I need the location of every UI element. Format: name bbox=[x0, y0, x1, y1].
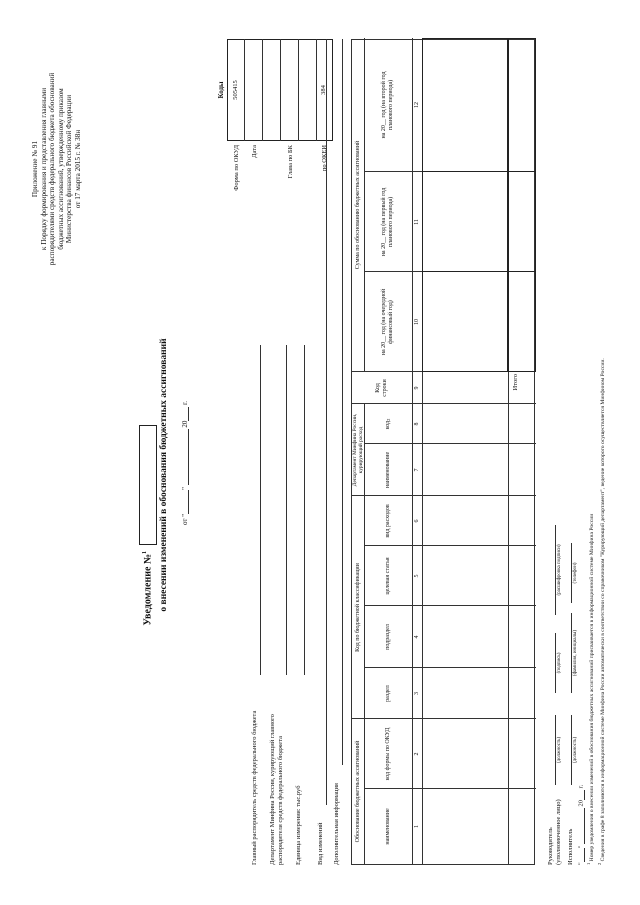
code-row-okud: Форма по ОКУД 505415 bbox=[227, 39, 245, 265]
notice-number-field[interactable] bbox=[139, 425, 157, 545]
code-value[interactable] bbox=[281, 39, 299, 141]
th-summa: Сумма по обоснованию бюджетных ассигнований bbox=[354, 140, 361, 270]
col-num: 2 bbox=[413, 752, 420, 756]
col-num: 8 bbox=[413, 422, 420, 426]
code-value[interactable] bbox=[245, 39, 263, 141]
col-num: 6 bbox=[413, 519, 420, 523]
th-kod-stroki: Код строки bbox=[375, 379, 388, 397]
year-field[interactable] bbox=[181, 407, 189, 421]
col-num: 10 bbox=[413, 319, 420, 325]
approval-block bbox=[31, 39, 83, 299]
codes-header: Коды bbox=[217, 81, 225, 99]
footnotes bbox=[585, 39, 607, 865]
th-year-2: на 20__ год (на первый год планового периода) bbox=[381, 187, 394, 257]
code-row-blank bbox=[263, 39, 281, 265]
caption-position: (должность) bbox=[557, 736, 562, 764]
total-row[interactable] bbox=[508, 38, 536, 372]
th-obosnovanie: Обоснование бюджетных ассигнований bbox=[354, 740, 361, 843]
footnote-1: $^1$ Номер уведомления о внесении изменений в обоснования бюджетных ассигнований присваивается в информационной системе Минфина России bbox=[586, 513, 595, 865]
meta-change-type: Вид изменений bbox=[317, 39, 327, 865]
notice-title: Уведомление №$^1$ bbox=[142, 551, 154, 626]
th-year-1: на 20__ год (на очередной финансовый год) bbox=[381, 288, 394, 356]
month-field[interactable] bbox=[181, 429, 189, 485]
meta-dept: Департамент Минфина России, курирующий главного распорядителя средств федерального бюджета bbox=[269, 345, 287, 865]
meta-gprbs: Главный распорядитель средств федерального бюджета bbox=[251, 345, 261, 865]
code-value[interactable]: 505415 bbox=[227, 39, 245, 141]
approval-line: к Порядку формирования и представления главными bbox=[39, 87, 48, 251]
total-label: Итого bbox=[511, 374, 519, 391]
exec-phone-line[interactable] bbox=[571, 543, 572, 603]
notice-number-box bbox=[139, 425, 157, 626]
code-value[interactable]: 384 bbox=[320, 85, 327, 95]
signature-date: "" 20 г. bbox=[577, 784, 585, 865]
approval-line: от 17 марта 2015 г. № 38н bbox=[73, 129, 82, 209]
executor-label: Исполнитель bbox=[567, 828, 574, 865]
notice-date-row: от "" 20 г. bbox=[181, 400, 189, 525]
data-row-sums[interactable] bbox=[422, 38, 508, 372]
th-okud: код формы по ОКУД bbox=[384, 727, 391, 781]
caption-signature: (подпись) bbox=[557, 652, 562, 674]
rotated-form-sheet bbox=[19, 19, 621, 885]
head-position-line[interactable] bbox=[555, 715, 556, 785]
caption-position: (должность) bbox=[573, 736, 578, 764]
caption-decode: (расшифровка подписи) bbox=[557, 544, 562, 596]
col-num: 5 bbox=[413, 574, 420, 578]
footnote-2: $^2$ Сведения в графе 8 заполняются в информационной системе Минфина России автоматически в соответствии со справочником "Курирующий департамент", ведение которого осуществляется Минфином России. bbox=[596, 358, 606, 865]
day-field[interactable] bbox=[181, 490, 189, 514]
col-num: 7 bbox=[413, 468, 420, 472]
col-num: 9 bbox=[413, 386, 420, 390]
meta-unit: Единица измерения: тыс.руб bbox=[295, 345, 305, 865]
meta-extra-info: Дополнительная информация bbox=[333, 39, 343, 865]
code-row-bk: Глава по БК bbox=[281, 39, 299, 265]
approval-line: бюджетных ассигнований, утвержденному приказом bbox=[56, 88, 65, 250]
th-departament: Департамент Минфина России, курирующий расход bbox=[352, 413, 364, 487]
approval-line: Министерства финансов Российской Федерации bbox=[65, 94, 74, 244]
col-num: 1 bbox=[413, 825, 420, 828]
data-row[interactable] bbox=[422, 404, 508, 864]
th-podrazdel: подраздел bbox=[384, 624, 391, 650]
th-naimenovanie: наименование bbox=[384, 808, 391, 845]
notice-subtitle: о внесении изменений в обоснования бюджетных ассигнований bbox=[159, 338, 169, 612]
head-label: Руководитель (уполномоченное лицо) bbox=[547, 799, 562, 865]
th-razdel: раздел bbox=[384, 685, 391, 702]
caption-fio: (фамилия, инициалы) bbox=[573, 629, 578, 677]
approval-line: распорядителями средств федерального бюджета обоснований bbox=[48, 72, 57, 266]
th-dept-naim: наименование bbox=[384, 451, 391, 489]
allocation-table bbox=[351, 39, 535, 865]
codes-block bbox=[217, 39, 333, 265]
code-row-okei: по ОКЕИ 384 bbox=[315, 39, 333, 265]
th-kbk: Код по бюджетной классификации bbox=[354, 563, 361, 652]
code-row-date: Дата bbox=[245, 39, 263, 265]
th-celevaya-statya: целевая статья bbox=[384, 557, 391, 595]
th-vid-raskhodov: вид расходов bbox=[384, 504, 391, 538]
col-num: 4 bbox=[413, 635, 420, 639]
caption-phone: (телефон) bbox=[573, 562, 578, 584]
col-num: 3 bbox=[413, 692, 420, 695]
appendix-number: Приложение № 91 bbox=[31, 140, 39, 198]
exec-fio-line[interactable] bbox=[571, 613, 572, 693]
col-num: 11 bbox=[413, 219, 420, 225]
th-dept-kod: код 2 bbox=[384, 418, 391, 430]
head-signature-line[interactable] bbox=[555, 633, 556, 693]
col-num: 12 bbox=[413, 102, 420, 108]
th-year-3: на 20__ год (на второй год планового периода) bbox=[381, 71, 394, 139]
exec-position-line[interactable] bbox=[571, 715, 572, 785]
code-value[interactable] bbox=[263, 39, 281, 141]
head-decode-line[interactable] bbox=[555, 525, 556, 615]
